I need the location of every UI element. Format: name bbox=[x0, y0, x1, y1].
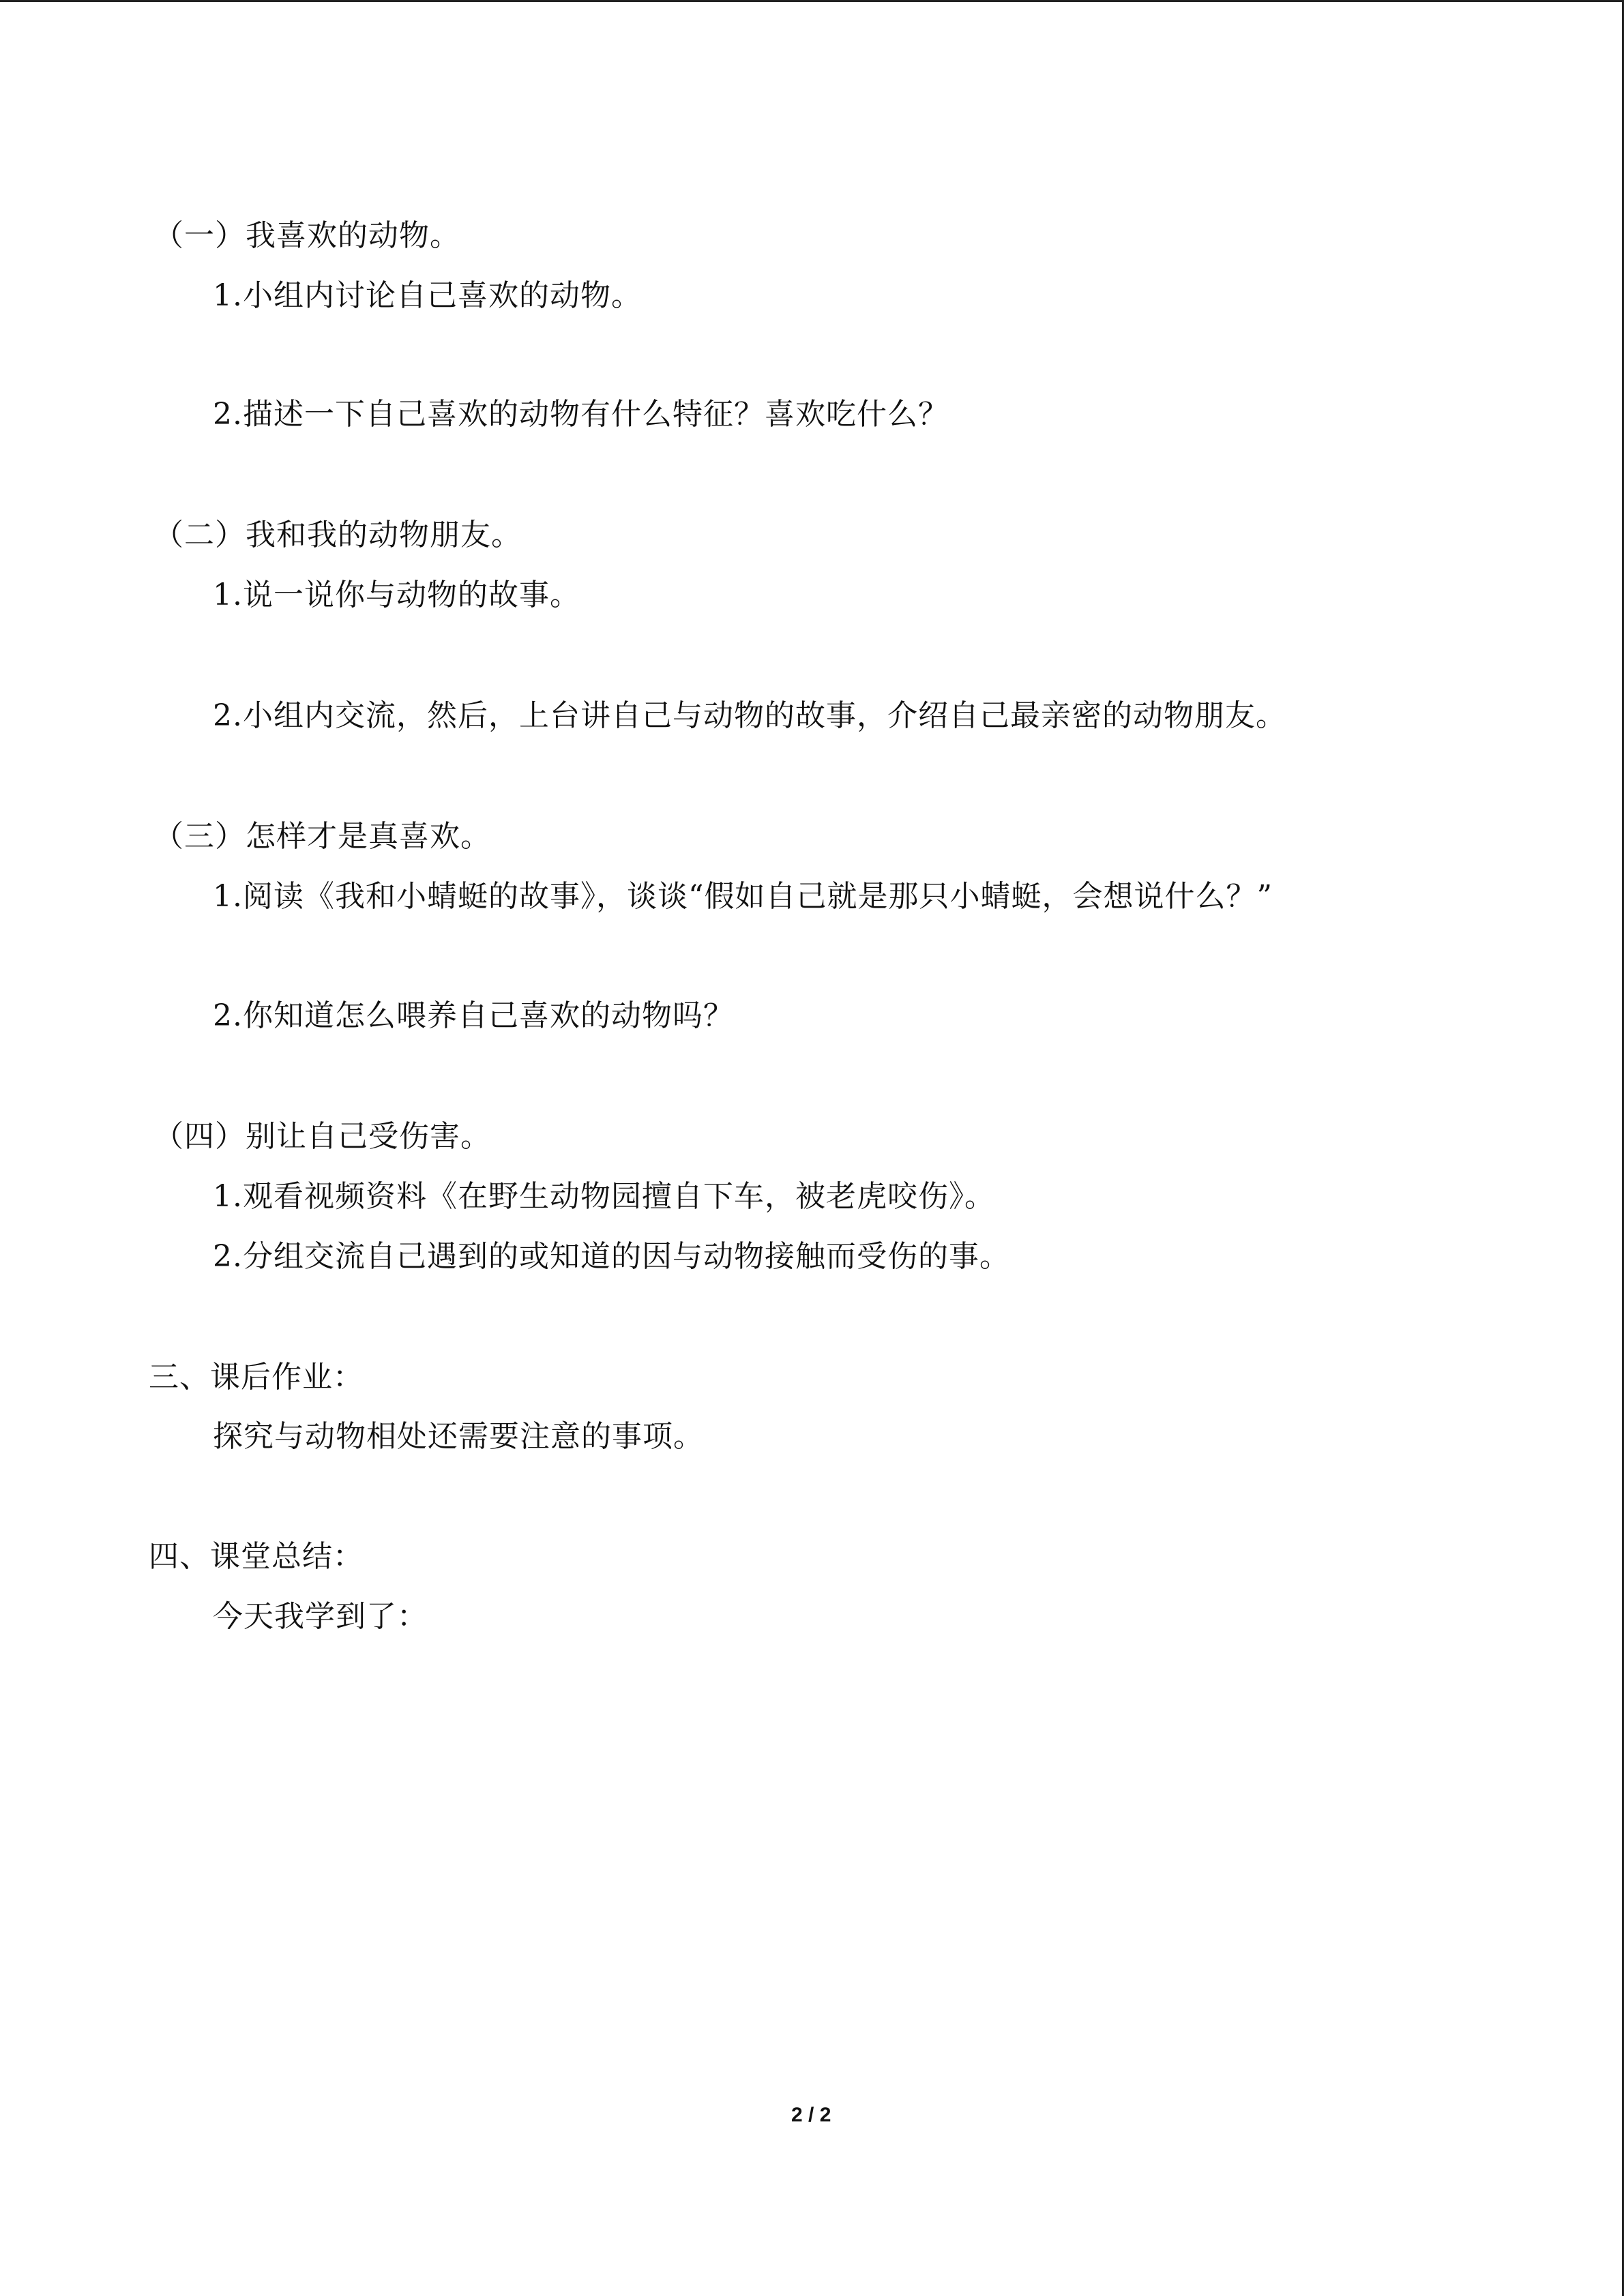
section-1-item-1: 1.小组内讨论自己喜欢的动物。 bbox=[213, 278, 642, 313]
section-1-title: （一）我喜欢的动物。 bbox=[153, 218, 460, 253]
homework-body: 探究与动物相处还需要注意的事项。 bbox=[213, 1419, 704, 1454]
section-2-item-1: 1.说一说你与动物的故事。 bbox=[213, 578, 580, 612]
section-3-item-2: 2.你知道怎么喂养自己喜欢的动物吗？ bbox=[213, 998, 734, 1033]
section-3-title: （三）怎样才是真喜欢。 bbox=[153, 819, 491, 854]
summary-body: 今天我学到了： bbox=[213, 1599, 428, 1634]
page-top-border bbox=[0, 0, 1624, 2]
section-3-item-1: 1.阅读《我和小蜻蜓的故事》，谈谈“假如自己就是那只小蜻蜓，会想说什么？” bbox=[213, 879, 1273, 914]
page-number: 2 / 2 bbox=[791, 2104, 831, 2126]
homework-title: 三、课后作业： bbox=[149, 1360, 364, 1395]
section-1-item-2: 2.描述一下自己喜欢的动物有什么特征？喜欢吃什么？ bbox=[213, 397, 949, 432]
section-4-item-2: 2.分组交流自己遇到的或知道的因与动物接触而受伤的事。 bbox=[213, 1239, 1010, 1274]
section-4-item-1: 1.观看视频资料《在野生动物园擅自下车，被老虎咬伤》。 bbox=[213, 1179, 995, 1214]
section-2-item-2: 2.小组内交流，然后，上台讲自己与动物的故事，介绍自己最亲密的动物朋友。 bbox=[213, 698, 1286, 733]
summary-title: 四、课堂总结： bbox=[149, 1539, 364, 1574]
section-2-title: （二）我和我的动物朋友。 bbox=[153, 518, 522, 552]
section-4-title: （四）别让自己受伤害。 bbox=[153, 1119, 491, 1154]
